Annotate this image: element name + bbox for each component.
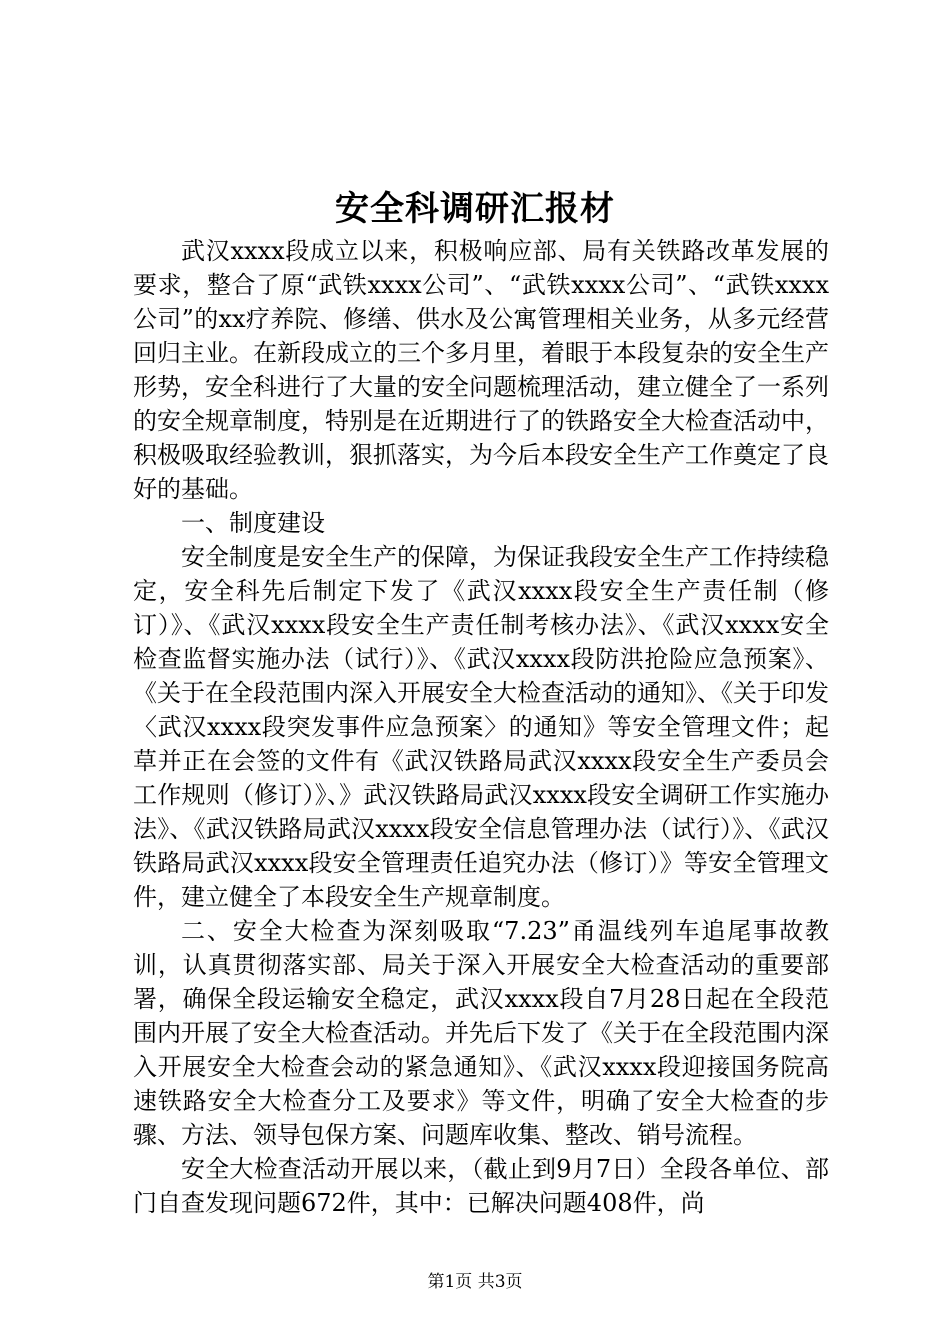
section-heading-system: 一、制度建设 bbox=[181, 509, 325, 537]
paragraph-intro: 武汉xxxx段成立以来，积极响应部、局有关铁路改革发展的要求，整合了原“武铁xxxx公司”、“武铁xxxx公司”、“武铁xxxx公司”的xx疗养院、修缮、供水及公寓管理相关业务，从多元经营回归主业。在新段成立的三个多月里，着眼于本段复杂的安全生产形势，安全科进行了大量的安全问题梳理活动，建立健全了一系列的安全规章制度，特别是在近期进行了的铁路安全大检查活动中，积极吸取经验教训，狠抓落实，为今后本段安全生产工作奠定了良好的基础。 bbox=[133, 237, 829, 503]
paragraph-system-building: 安全制度是安全生产的保障，为保证我段安全生产工作持续稳定，安全科先后制定下发了《武汉xxxx段安全生产责任制（修订）》、《武汉xxxx段安全生产责任制考核办法》、《武汉xxxx安全检查监督实施办法（试行）》、《武汉xxxx段防洪抢险应急预案》、《关于在全段范围内深入开展安全大检查活动的通知》、《关于印发〈武汉xxxx段突发事件应急预案〉的通知》等安全管理文件；起草并正在会签的文件有《武汉铁路局武汉xxxx段安全生产委员会工作规则（修订）》、》武汉铁路局武汉xxxx段安全调研工作实施办法》、《武汉铁路局武汉xxxx段安全信息管理办法（试行）》、《武汉铁路局武汉xxxx段安全管理责任追究办法（修订）》等安全管理文件，建立健全了本段安全生产规章制度。 bbox=[133, 543, 829, 911]
document-body bbox=[133, 234, 829, 1220]
paragraph-inspection-results: 安全大检查活动开展以来，（截止到9月7日）全段各单位、部门自查发现问题672件，其中：已解决问题408件，尚 bbox=[133, 1155, 829, 1217]
document-title: 安全科调研汇报材 bbox=[335, 189, 615, 229]
paragraph-safety-inspection: 二、安全大检查为深刻吸取“7.23”甬温线列车追尾事故教训，认真贯彻落实部、局关于深入开展安全大检查活动的重要部署，确保全段运输安全稳定，武汉xxxx段自7月28日起在全段范围内开展了安全大检查活动。并先后下发了《关于在全段范围内深入开展安全大检查会动的紧急通知》、《武汉xxxx段迎接国务院高速铁路安全大检查分工及要求》等文件，明确了安全大检查的步骤、方法、领导包保方案、问题库收集、整改、销号流程。 bbox=[133, 917, 829, 1149]
page-number-footer: 第1页 共3页 bbox=[427, 1272, 523, 1292]
